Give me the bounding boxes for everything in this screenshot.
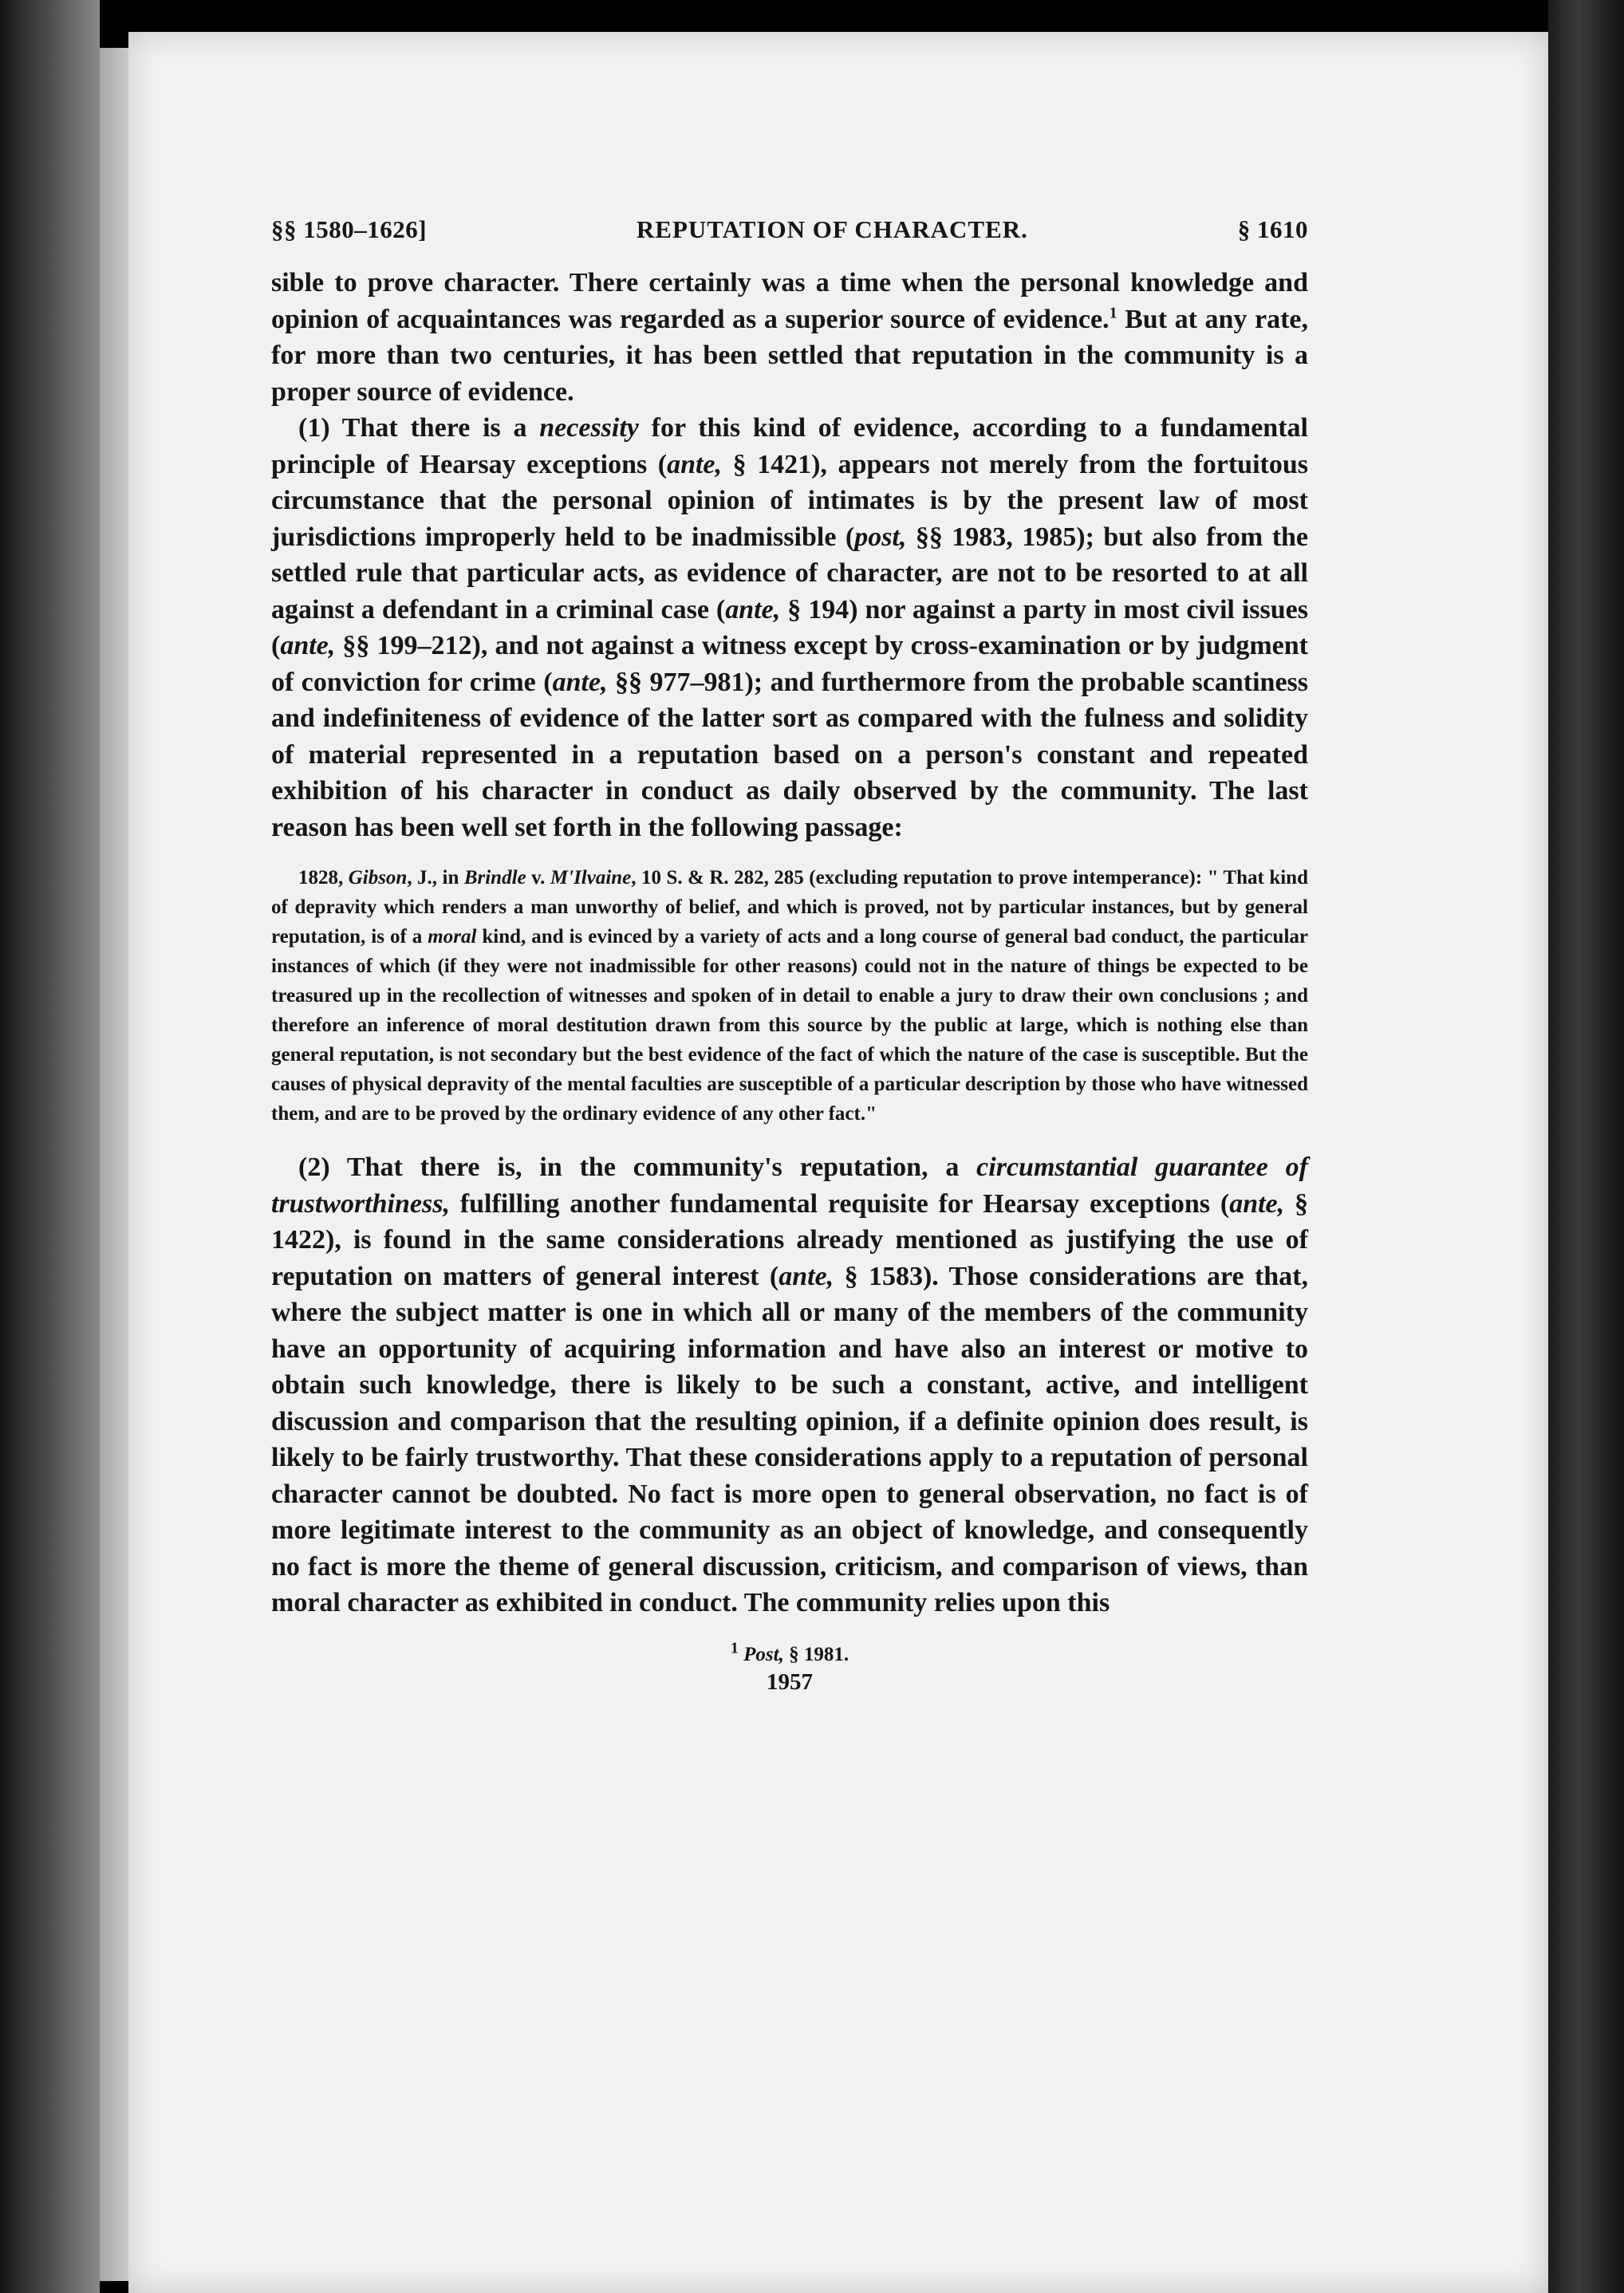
text-run: v. [526,867,550,888]
scan-left-edge [0,0,100,2293]
case-party: Brindle [463,867,526,888]
text-run: §§ 1983, 1985); but also from the settled rule that particular acts, as evidence of character, are not to be resorted to at all against a defendant in a criminal case ( [271,522,1309,624]
citation-signal: ante, [1229,1188,1285,1219]
text-run: §§ 199–212), and not against a witness except by cross-examination or by judgment of conviction for crime ( [271,631,1308,697]
footnote-mark: 1 [730,1639,739,1657]
italic-term: circumstantial guarantee of trustworthiness, [271,1152,1308,1219]
text-run: for this kind of evidence, according to a fundamental principle of Hearsay exceptions ( [271,413,1308,479]
text-run: fulfilling another fundamental requisite for Hearsay exceptions ( [449,1188,1230,1219]
text-run: § 194) nor against a party in most civil issues ( [271,594,1308,660]
necessity-paragraph [271,410,1308,845]
section-range: §§ 1580–1626] [271,215,428,243]
text-run: kind, and is evinced by a variety of acts and a long course of general bad conduct, the particular instances of which (if they were not inadmissible for other reasons) could not in the nature of things be expected to be treasured up in the recollection of witnesses and spoken of in detail to enable a jury to draw their own conclusions ; and therefore an inference of moral destitution drawn from this source by the public at large, which is nothing else than general reputation, is not secondary but the best evidence of the fact of which the nature of the case is susceptible. But the causes of physical depravity of the mental faculties are susceptible of a particular description by those who have witnessed them, and are to be proved by the ordinary evidence of any other fact." [271,926,1308,1125]
text-run: sible to prove character. There certainly was a time when the personal knowledge and opinion of acquaintances was regarded as a superior source of evidence. [271,268,1308,334]
text-run: §§ 977–981); and furthermore from the probable scantiness and indefiniteness of evidence of the latter sort as compared with the fulness and solidity of material represented in a reputation based on a person's constant and repeated exhibition of his character in conduct as daily observed by the community. The last reason has been well set forth in the following passage: [271,667,1308,842]
italic-term: moral [428,926,477,948]
text-run: , 10 S. & R. 282, 285 (excluding reputation to prove intemperance): " That kind of depravity which renders a man unworthy of belief, and which is proved, not by particular instances, but by general reputation, is of a [271,867,1308,948]
footnote-citation: § 1981. [783,1643,849,1665]
case-party: M'Ilvaine [550,867,632,888]
block-quotation [271,863,1308,1129]
footnote-signal: Post, [743,1643,784,1665]
guarantee-paragraph [271,1149,1308,1621]
text-run: § 1583). Those considerations are that, where the subject matter is one in which all or many of the members of the community have an opportunity of acquiring information and have also an interest or motive to obtain such knowledge, there is likely to be such a constant, active, and intelligent discussion and comparison that the resulting opinion, if a definite opinion does result, is likely to be fairly trustworthy. That these considerations apply to a reputation of personal character cannot be doubted. No fact is more open to general observation, no fact is of more legitimate interest to the community as an object of knowledge, and consequently no fact is more the theme of general discussion, criticism, and comparison of views, than moral character as exhibited in conduct. The community relies upon this [271,1261,1308,1617]
running-head [271,215,1308,244]
intro-paragraph [271,265,1308,410]
citation-signal: ante, [552,667,608,697]
page-number: 1957 [767,1669,813,1695]
judge-name: Gibson [348,867,408,888]
citation-signal: ante, [725,594,781,624]
citation-signal: ante, [667,449,723,479]
footnote [271,1639,1308,1666]
section-number: § 1610 [1237,215,1308,243]
text-run: But at any rate, for more than two centuries, it has been settled that reputation in the community is a proper source of evidence. [271,304,1308,407]
text-run: (1) That there is a [298,413,540,443]
previous-page-edge [100,48,128,2281]
page-content [271,215,1308,1696]
text-run: § 1421), appears not merely from the fortuitous circumstance that the personal opinion of intimates is by the present law of most jurisdictions improperly held to be inadmissible ( [271,449,1309,552]
scan-right-edge [1548,0,1624,2293]
chapter-title: REPUTATION OF CHARACTER. [636,215,1028,243]
footnote-reference: 1 [1109,304,1117,322]
text-run: , J., in [407,867,464,888]
text-run: (2) That there is, in the community's reputation, a [298,1152,977,1182]
citation-signal: ante, [778,1261,834,1291]
italic-term: necessity [539,413,639,443]
text-run: § 1422), is found in the same considerations already mentioned as justifying the use of reputation on matters of general interest ( [271,1188,1308,1291]
citation-signal: ante, [280,631,336,660]
text-run: 1828, [298,867,349,888]
citation-signal: post, [854,522,907,552]
